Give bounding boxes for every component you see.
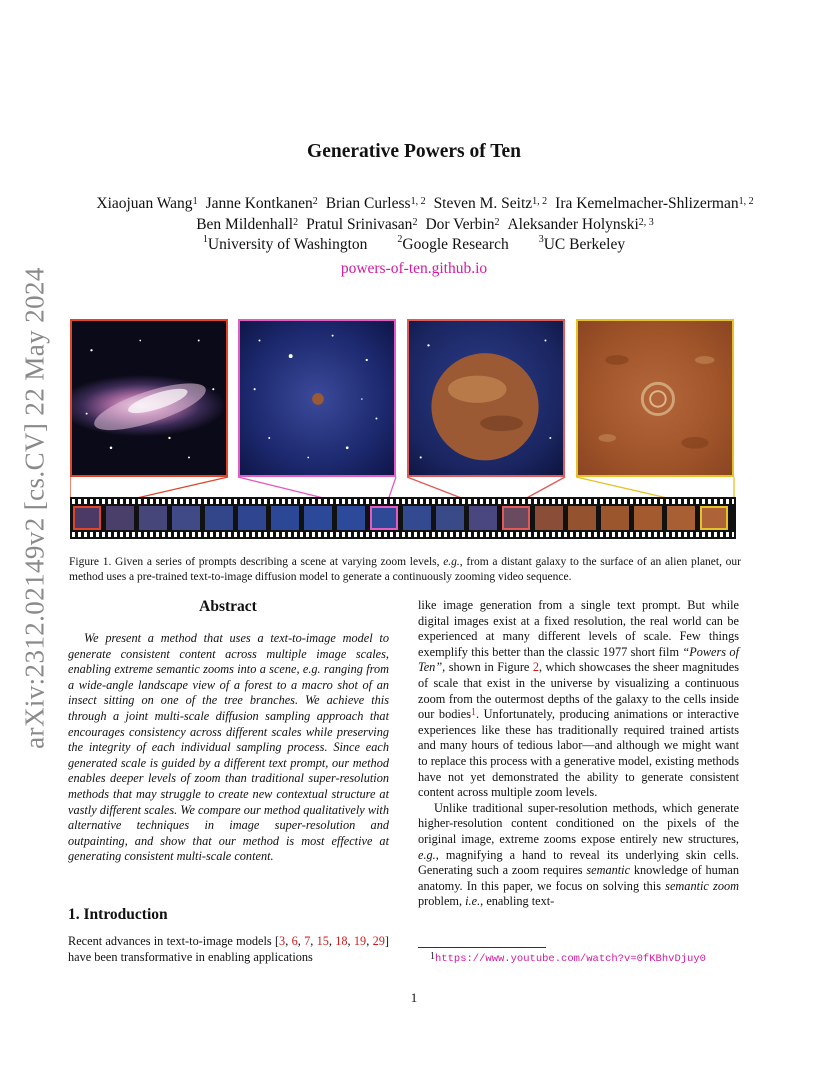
caption-text: Given a series of prompts describing a scene at varying zoom levels,	[111, 556, 444, 568]
filmstrip	[70, 497, 736, 539]
film-frame	[337, 506, 365, 530]
author-name: Aleksander Holynski$^{2, 3}$	[507, 216, 654, 233]
affiliation-name: UC Berkeley	[543, 236, 626, 253]
author-line-1	[60, 193, 790, 214]
film-frame	[634, 506, 662, 530]
author-name: Dor Verbin$^2$	[425, 216, 500, 233]
citation-link[interactable]: 15	[316, 934, 329, 948]
affiliation-name: University of Washington	[207, 236, 368, 253]
citation-link[interactable]: 6	[291, 934, 298, 948]
citation-link[interactable]: 29	[372, 934, 385, 948]
author-name: Janne Kontkanen$^2$	[205, 195, 318, 212]
filmstrip-holes-top	[72, 499, 734, 504]
abstract-paragraph: We present a method that uses a text-to-image model to generate consistent content across multiple image scales, enabling extreme semantic zooms into a scene, e.g. ranging from a wide-angle landscape view of a forest to a macro shot of an insect sitting on one of the tree branches. We achieve this through a joint multi-scale diffusion sampling approach that encourages consistency across different scales while preserving the integrity of each individual sampling process. Since each generated scale is guided by a different text prompt, our method enables deeper levels of zoom than traditional super-resolution methods that may struggle to create new contextual structure at vastly different scales. We compare our method qualitatively with alternative techniques in image super-resolution and outpainting, and show that our method is most effective at generating consistent multi-scale content.	[68, 631, 389, 864]
caption-label: Figure 1.	[69, 556, 112, 568]
text: problem,	[418, 894, 466, 909]
footnote-number: 1	[430, 951, 435, 962]
film-frame	[601, 506, 629, 530]
citation-link[interactable]: 7	[304, 934, 311, 948]
affiliation	[539, 236, 625, 253]
author-affiliation-mark: 1, 2	[532, 196, 548, 207]
footnote-rule	[418, 947, 546, 948]
author-affiliation-mark: 1	[192, 196, 198, 207]
text: knowledge of human anatomy. In this paper, we focus on solving this	[418, 863, 740, 893]
footnote-ref-link[interactable]: 1	[471, 707, 477, 719]
author-name: Xiaojuan Wang$^1$	[96, 195, 198, 212]
author-affiliation-mark: 2, 3	[638, 217, 654, 228]
author-affiliation-mark: 2	[293, 217, 299, 228]
film-frame	[370, 506, 398, 530]
text: , which showcases the sheer magnitudes of scale that exist in the universe by visualizing a continuous zoom from the outermost depths of the galaxy to the cells inside our bodies	[418, 660, 739, 722]
affiliation-name: Google Research	[402, 236, 509, 253]
author-name: Brian Curless$^{1, 2}$	[325, 195, 426, 212]
citation-link[interactable]: 19	[353, 934, 367, 948]
affiliation-number: 3	[538, 234, 544, 245]
author-name: Pratul Srinivasan$^2$	[306, 216, 418, 233]
footnote	[430, 953, 706, 965]
author-affiliation-mark: 1, 2	[410, 196, 426, 207]
intro-text-tail: ] have been transformative in enabling applications	[68, 934, 389, 964]
author-affiliation-mark: 2	[494, 217, 500, 228]
film-frame	[535, 506, 563, 530]
abstract-body	[68, 631, 389, 865]
figure-caption	[69, 555, 741, 585]
affiliation	[397, 236, 508, 253]
author-name: Ben Mildenhall$^2$	[196, 216, 299, 233]
author-name: Ira Kemelmacher-Shlizerman$^{1, 2}$	[555, 195, 754, 212]
page-number: 1	[410, 990, 418, 1005]
intro-citations: 3, 6, 7, 15, 18, 19, 29	[279, 934, 385, 948]
caption-eg: e.g.	[443, 556, 460, 568]
film-title: “Powers of Ten”	[418, 644, 739, 675]
text-semantic: semantic	[586, 863, 631, 878]
arxiv-id: arXiv:2312.02149v2 [cs.CV] 22 May 2024	[19, 267, 50, 749]
film-frame	[172, 506, 200, 530]
text: , enabling text-	[480, 894, 555, 909]
affiliation-number: 1	[202, 234, 208, 245]
right-paragraph-1	[418, 598, 739, 801]
film-frame	[436, 506, 464, 530]
film-frame	[106, 506, 134, 530]
film-frame	[502, 506, 530, 530]
caption-text-end: , from a distant galaxy to the surface of an alien planet, our method uses a pre-trained text-to-image diffusion model to generate a continuously zooming video sequence.	[69, 556, 741, 583]
paper-title: Generative Powers of Ten	[307, 141, 521, 162]
text-eg: e.g.	[418, 847, 436, 862]
film-frame	[700, 506, 728, 530]
film-frame	[469, 506, 497, 530]
film-frame	[271, 506, 299, 530]
text: , magnifying a hand to reveal its underlying skin cells. Generating such a zoom requires	[418, 847, 739, 878]
film-frame	[73, 506, 101, 530]
film-frame	[304, 506, 332, 530]
section-heading-introduction: 1. Introduction	[68, 906, 168, 923]
abstract-heading: Abstract	[199, 598, 257, 615]
author-affiliation-mark: 1, 2	[738, 196, 754, 207]
author-name: Steven M. Seitz$^{1, 2}$	[433, 195, 548, 212]
film-frame	[403, 506, 431, 530]
text-semantic-zoom: semantic zoom	[665, 878, 740, 893]
right-paragraph-2	[418, 801, 739, 910]
text: like image generation from a single text prompt. But while digital images exist at a fixed resolution, the real world can be experienced at many different levels of scale. Few things exemplify this better than the classic 1977 short film	[418, 598, 739, 659]
film-frame	[238, 506, 266, 530]
text: . Unfortunately, producing animations or interactive experiences like these has traditionally required trained artists and many hours of tedious labor—and although we might want to replace this process with a generative model, existing methods have not yet demonstrated the ability to generate consistent content across multiple zoom levels.	[418, 707, 740, 800]
filmstrip-holes-bottom	[72, 532, 734, 537]
right-column	[418, 598, 739, 910]
project-url[interactable]: powers-of-ten.github.io	[340, 260, 488, 277]
footnote-link[interactable]: https://www.youtube.com/watch?v=0fKBhvDjuy0	[435, 953, 706, 965]
figure-ref-link[interactable]: 2	[532, 660, 539, 675]
author-affiliation-mark: 2	[312, 196, 318, 207]
affiliation	[203, 236, 367, 253]
text-ie: i.e.	[465, 894, 481, 909]
author-list	[60, 193, 790, 235]
film-frame	[667, 506, 695, 530]
film-frame	[139, 506, 167, 530]
text: Unlike traditional super-resolution methods, which generate higher-resolution content conditioned on the pixels of the original image, extreme zooms expose entirely new structures,	[418, 800, 739, 846]
film-frame	[205, 506, 233, 530]
text: , shown in Figure	[442, 660, 533, 675]
film-frame	[568, 506, 596, 530]
arxiv-sidebar	[19, 267, 50, 749]
teaser-figure	[70, 319, 736, 539]
affiliations	[0, 236, 828, 254]
citation-link[interactable]: 3	[279, 934, 286, 948]
intro-paragraph	[68, 934, 389, 965]
author-line-2	[60, 214, 790, 235]
affiliation-number: 2	[397, 234, 403, 245]
intro-text: Recent advances in text-to-image models [	[68, 934, 280, 948]
citation-link[interactable]: 18	[335, 934, 348, 948]
author-affiliation-mark: 2	[412, 217, 418, 228]
